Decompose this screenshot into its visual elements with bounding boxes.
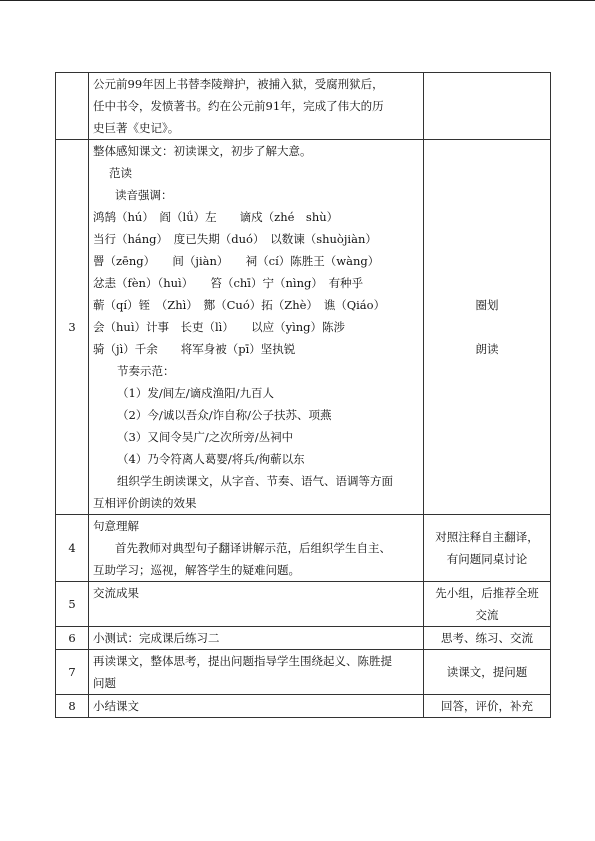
table-row	[56, 515, 551, 582]
step-number: 5	[56, 582, 89, 627]
step-method	[424, 73, 551, 140]
content-line: 整体感知课文：初读课文，初步了解大意。	[93, 144, 312, 158]
step-content	[89, 695, 424, 718]
content-line: 互相评价朗读的效果	[93, 496, 197, 510]
method-line: 回答，评价，补充	[441, 699, 533, 713]
content-line: 互助学习；巡视，解答学生的疑难问题。	[93, 563, 300, 577]
method-line: 思考、练习、交流	[441, 631, 533, 645]
content-line: 鸿鹄（hú） 阎（lǘ）左 谪戍（zhé shù）	[93, 210, 339, 224]
content-line: 当行（háng） 度已失期（duó） 以数谏（shuòjiàn）	[93, 232, 377, 246]
content-line: 组织学生朗读课文，从字音、节奏、语气、语调等方面	[117, 474, 393, 488]
content-line: 蕲（qí）铚 （Zhì） 酂（Cuó）拓（Zhè） 谯（Qiáo）	[93, 298, 386, 312]
step-method	[424, 140, 551, 515]
step-method	[424, 695, 551, 718]
method-line: 有问题同桌讨论	[446, 552, 528, 566]
method-gap	[424, 316, 550, 338]
table-row	[56, 627, 551, 650]
content-line: 问题	[93, 676, 116, 690]
content-line: （4）乃令符离人葛婴/将兵/徇蕲以东	[117, 452, 305, 466]
table-row	[56, 650, 551, 695]
content-line: 会（huì）计事 长吏（lì） 以应（yìng）陈涉	[93, 320, 346, 334]
step-content	[89, 650, 424, 695]
method-line: 读课文，提问题	[446, 665, 528, 679]
step-number: 7	[56, 650, 89, 695]
content-line: （1）发/闾左/谪戍渔阳/九百人	[117, 386, 274, 400]
method-line: 圈划	[475, 298, 499, 312]
table-row	[56, 582, 551, 627]
content-line: 任中书令，发愤著书。约在公元前91年，完成了伟大的历	[93, 99, 384, 113]
content-line: 节奏示范：	[117, 364, 175, 378]
content-line: （2）今/诚以吾众/诈自称/公子扶苏、项燕	[117, 408, 332, 422]
table-row	[56, 140, 551, 515]
content-line: 小测试：完成课后练习二	[93, 631, 220, 645]
step-content	[89, 627, 424, 650]
table-row	[56, 695, 551, 718]
content-line: 骑（jì）千余 将军身被（pī）坚执锐	[93, 342, 296, 356]
step-content	[89, 140, 424, 515]
step-content	[89, 515, 424, 582]
step-method	[424, 515, 551, 582]
step-content	[89, 73, 424, 140]
table-row	[56, 73, 551, 140]
page-top-rule	[0, 0, 595, 1]
step-number: 6	[56, 627, 89, 650]
step-content	[89, 582, 424, 627]
content-line: 小结课文	[93, 699, 139, 713]
method-line: 对照注释自主翻译，	[435, 530, 539, 544]
content-line: 公元前99年因上书替李陵辩护，被捕入狱，受腐刑狱后，	[93, 77, 384, 91]
step-method	[424, 650, 551, 695]
step-method	[424, 627, 551, 650]
content-line: 范读	[109, 166, 132, 180]
step-number: 3	[56, 140, 89, 515]
method-line: 先小组，后推荐全班	[435, 586, 539, 600]
method-line: 朗读	[475, 342, 499, 356]
content-line: 交流成果	[93, 586, 139, 600]
content-line: 罾（zēng） 间（jiàn） 祠（cí）陈胜王（wàng）	[93, 254, 380, 268]
step-number: 4	[56, 515, 89, 582]
step-method	[424, 582, 551, 627]
content-line: 忿恚（fèn）（huì） 笞（chī）宁（nìng） 有种乎	[93, 276, 364, 290]
step-number: 8	[56, 695, 89, 718]
lesson-plan-table	[55, 72, 551, 718]
content-line: 句意理解	[93, 519, 139, 533]
content-line: 史巨著《史记》。	[93, 121, 180, 135]
content-line: 首先教师对典型句子翻译讲解示范，后组织学生自主、	[115, 541, 391, 555]
content-line: 再读课文，整体思考，提出问题指导学生围绕起义、陈胜提	[93, 654, 392, 668]
method-line: 交流	[475, 608, 499, 622]
content-line: （3）又间令吴广/之次所旁/丛祠中	[117, 430, 294, 444]
step-number	[56, 73, 89, 140]
content-line: 读音强调：	[115, 188, 173, 202]
